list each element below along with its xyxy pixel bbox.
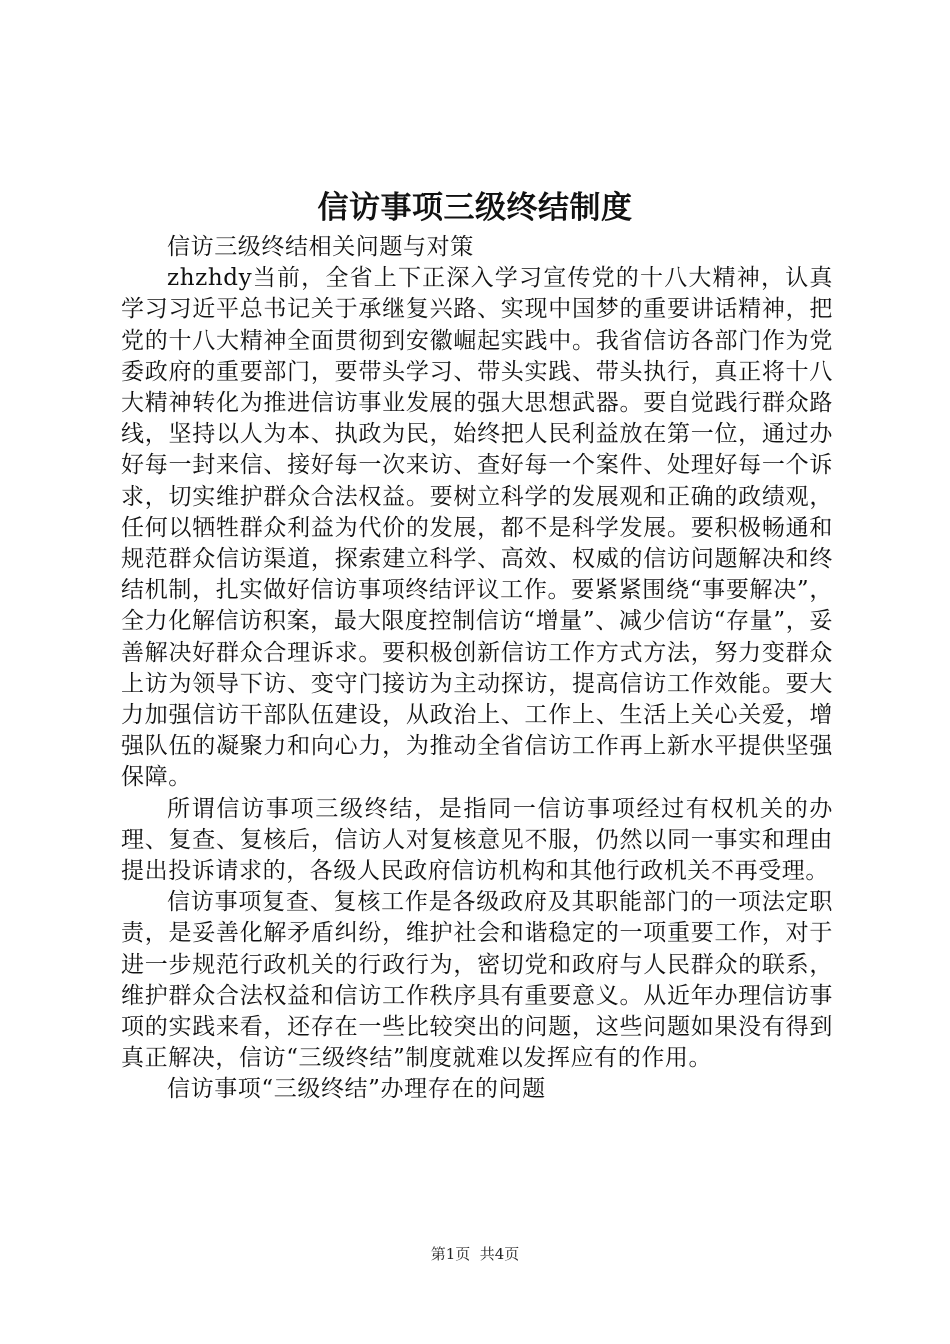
paragraph-section-heading: 信访事项“三级终结”办理存在的问题	[167, 1076, 546, 1103]
paragraph-intro: zhzhdy当前，全省上下正深入学习宣传党的十八大精神，认真学习习近平总书记关于承继复兴路、实现中国梦的重要讲话精神，把党的十八大精神全面贯彻到安徽崛起实践中。我省信访各部门作为党委政府的重要部门，要带头学习、带头实践、带头执行，真正将十八大精神转化为推进信访事业发展的强大思想武器。要自觉践行群众路线，坚持以人为本、执政为民，始终把人民利益放在第一位，通过办好每一封来信、接好每一次来访、查好每一个案件、处理好每一个诉求，切实维护群众合法权益。要树立科学的发展观和正确的政绩观，任何以牺牲群众利益为代价的发展，都不是科学发展。要积极畅通和规范群众信访渠道，探索建立科学、高效、权威的信访问题解决和终结机制，扎实做好信访事项终结评议工作。要紧紧围绕“事要解决”，全力化解信访积案，最大限度控制信访“增量”、减少信访“存量”，妥善解决好群众合理诉求。要积极创新信访工作方式方法，努力变群众上访为领导下访、变守门接访为主动探访，提高信访工作效能。要大力加强信访干部队伍建设，从政治上、工作上、生活上关心关爱，增强队伍的凝聚力和向心力，为推动全省信访工作再上新水平提供坚强保障。	[121, 265, 833, 791]
document-title: 信访事项三级终结制度	[317, 190, 633, 226]
paragraph-definition: 所谓信访事项三级终结，是指同一信访事项经过有权机关的办理、复查、复核后，信访人对复核意见不服，仍然以同一事实和理由提出投诉请求的，各级人民政府信访机构和其他行政机关不再受理。	[121, 795, 833, 885]
paragraph-subtitle: 信访三级终结相关问题与对策	[167, 234, 474, 260]
document-body	[121, 232, 833, 1106]
page-footer	[0, 1244, 950, 1264]
page-number: 第1页 共4页	[430, 1245, 520, 1263]
paragraph-significance: 信访事项复查、复核工作是各级政府及其职能部门的一项法定职责，是妥善化解矛盾纠纷，维护社会和谐稳定的一项重要工作，对于进一步规范行政机关的行政行为，密切党和政府与人民群众的联系，维护群众合法权益和信访工作秩序具有重要意义。从近年办理信访事项的实践来看，还存在一些比较突出的问题，这些问题如果没有得到真正解决，信访“三级终结”制度就难以发挥应有的作用。	[121, 889, 833, 1072]
